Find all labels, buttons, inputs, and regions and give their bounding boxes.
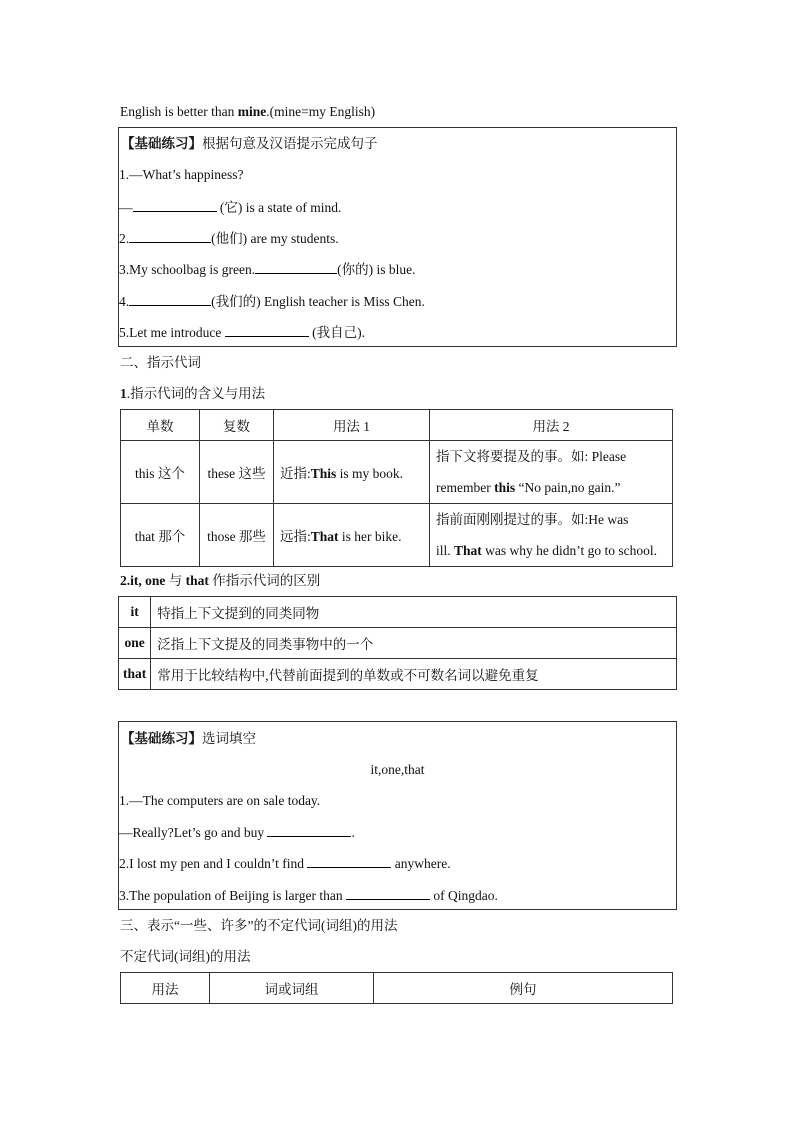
table-row xyxy=(119,597,677,628)
cell-usage2: 指前面刚刚提过的事。如:He was ill. That was why he didn’t go to school. xyxy=(430,504,673,567)
section3-heading: 三、表示“一些、许多”的不定代词(词组)的用法 xyxy=(120,918,398,933)
exercise1-box xyxy=(118,127,677,347)
exercise1-instruction: 根据句意及汉语提示完成句子 xyxy=(202,136,378,151)
header-usage2: 用法 2 xyxy=(430,410,673,441)
word-cell: one xyxy=(119,628,151,659)
answer-blank[interactable] xyxy=(129,291,211,306)
answer-blank[interactable] xyxy=(225,322,309,337)
header-examples: 例句 xyxy=(374,973,673,1004)
cell-singular: that 那个 xyxy=(121,504,200,567)
header-singular: 单数 xyxy=(121,410,200,441)
table-header-row xyxy=(121,973,673,1004)
exercise1-title xyxy=(121,134,378,154)
exercise1-q3: 3.My schoolbag is green. (你的) is blue. xyxy=(119,259,415,279)
section2-sub2: 2.it, one 与 that 作指示代词的区别 xyxy=(120,573,321,588)
header-words: 词或词组 xyxy=(210,973,374,1004)
exercise2-box xyxy=(118,721,677,910)
answer-blank[interactable] xyxy=(255,259,337,274)
exercise2-q2: 2.I lost my pen and I couldn’t find anywhere. xyxy=(119,853,451,873)
answer-blank[interactable] xyxy=(346,885,430,900)
section3-sub: 不定代词(词组)的用法 xyxy=(120,949,251,964)
answer-blank[interactable] xyxy=(267,822,351,837)
word-cell: that xyxy=(119,659,151,690)
cell-usage1: 远指:That is her bike. xyxy=(274,504,430,567)
desc-cell: 泛指上下文提及的同类事物中的一个 xyxy=(151,628,677,659)
header-usage1: 用法 1 xyxy=(274,410,430,441)
pronoun-difference-table xyxy=(118,596,677,690)
table-row xyxy=(121,504,673,567)
exercise2-q1a: 1.—The computers are on sale today. xyxy=(119,793,321,808)
exercise1-q1a: 1.—What’s happiness? xyxy=(119,167,244,182)
intro-sentence xyxy=(120,102,375,122)
answer-blank[interactable] xyxy=(129,228,211,243)
exercise1-q5: 5.Let me introduce (我自己). xyxy=(119,322,365,342)
section2-heading: 二、指示代词 xyxy=(120,355,201,370)
exercise2-q3: 3.The population of Beijing is larger than of Qingdao. xyxy=(119,885,498,905)
word-cell: it xyxy=(119,597,151,628)
exercise1-q2: 2. (他们) are my students. xyxy=(119,228,339,248)
intro-bold-word: mine xyxy=(237,104,267,119)
table-row xyxy=(119,628,677,659)
section2-sub1: 1.指示代词的含义与用法 xyxy=(120,386,266,401)
desc-cell: 特指上下文提到的同类同物 xyxy=(151,597,677,628)
cell-singular: this 这个 xyxy=(121,441,200,504)
cell-usage1: 近指:This is my book. xyxy=(274,441,430,504)
exercise1-q1b: — (它) is a state of mind. xyxy=(119,197,341,217)
exercise2-q1b: —Really?Let’s go and buy . xyxy=(119,822,355,842)
cell-usage2: 指下文将要提及的事。如: Please remember this “No pain,no gain.” xyxy=(430,441,673,504)
table-row xyxy=(121,441,673,504)
table-header-row xyxy=(121,410,673,441)
cell-plural: those 那些 xyxy=(200,504,274,567)
demonstrative-table xyxy=(120,409,673,567)
answer-blank[interactable] xyxy=(133,197,217,212)
exercise1-q4: 4. (我们的) English teacher is Miss Chen. xyxy=(119,291,425,311)
header-plural: 复数 xyxy=(200,410,274,441)
exercise2-title: 【基础练习】选词填空 xyxy=(121,731,256,746)
indefinite-pronoun-table xyxy=(120,972,673,1004)
exercise1-bracket: 【基础练习】 xyxy=(121,136,202,151)
desc-cell: 常用于比较结构中,代替前面提到的单数或不可数名词以避免重复 xyxy=(151,659,677,690)
answer-blank[interactable] xyxy=(307,853,391,868)
word-bank: it,one,that xyxy=(370,762,425,777)
cell-plural: these 这些 xyxy=(200,441,274,504)
intro-text: English is better than xyxy=(120,104,238,119)
intro-text-after: .(mine=my English) xyxy=(266,104,376,119)
header-usage: 用法 xyxy=(121,973,210,1004)
table-row xyxy=(119,659,677,690)
